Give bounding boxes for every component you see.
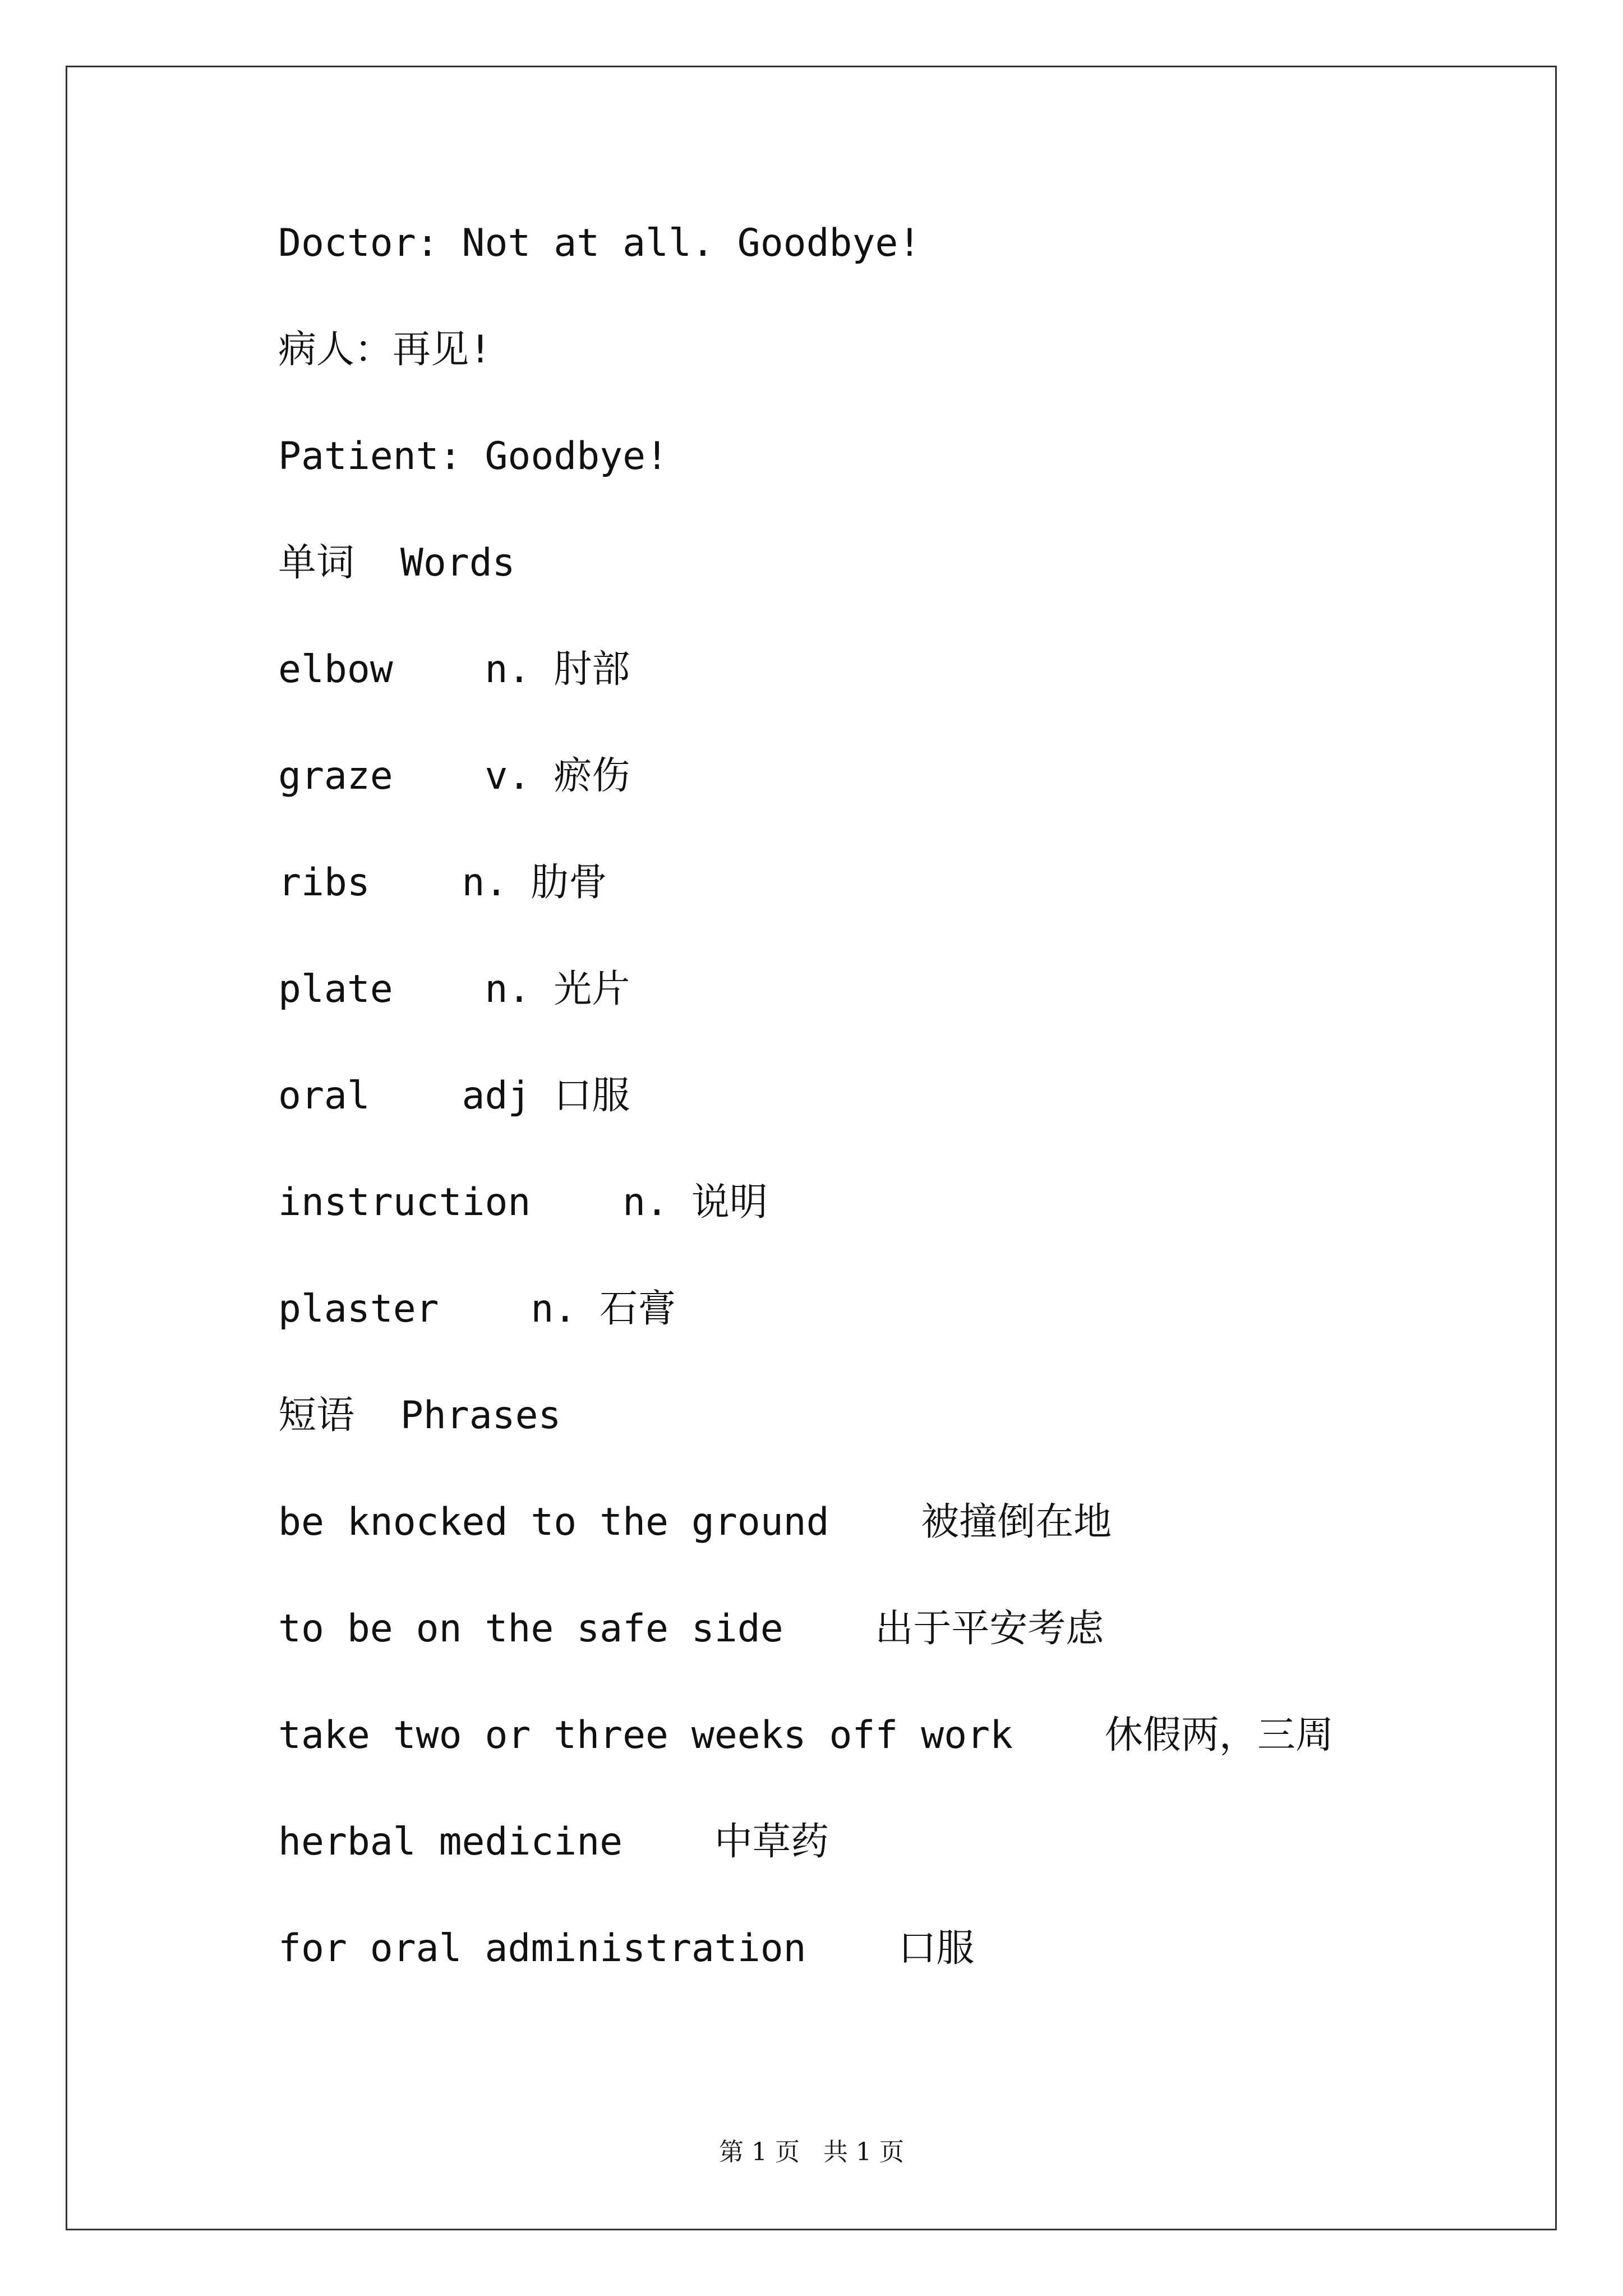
vocab-item: plaster n. 石膏 bbox=[278, 1287, 676, 1331]
section-heading-words: 单词 Words bbox=[278, 541, 515, 585]
dialogue-line-doctor: Doctor: Not at all. Goodbye! bbox=[278, 221, 921, 265]
phrase-item: herbal medicine 中草药 bbox=[278, 1820, 829, 1864]
vocab-item: ribs n. 肋骨 bbox=[278, 861, 607, 905]
phrase-item: take two or three weeks off work 休假两，三周 bbox=[278, 1713, 1334, 1757]
vocab-item: elbow n. 肘部 bbox=[278, 647, 630, 692]
page-frame bbox=[66, 66, 1557, 2230]
phrase-item: to be on the safe side 出于平安考虑 bbox=[278, 1607, 1104, 1651]
vocab-item: graze v. 瘀伤 bbox=[278, 754, 630, 798]
phrase-item: for oral administration 口服 bbox=[278, 1926, 975, 1971]
vocab-item: instruction n. 说明 bbox=[278, 1180, 768, 1225]
dialogue-line-patient: Patient: Goodbye! bbox=[278, 434, 668, 478]
phrase-item: be knocked to the ground 被撞倒在地 bbox=[278, 1500, 1112, 1544]
dialogue-line-patient-cn: 病人：再见! bbox=[278, 328, 492, 372]
vocab-item: plate n. 光片 bbox=[278, 967, 630, 1011]
vocab-item: oral adj 口服 bbox=[278, 1074, 630, 1118]
page-number-footer: 第 1 页 共 1 页 bbox=[719, 2138, 904, 2166]
section-heading-phrases: 短语 Phrases bbox=[278, 1393, 561, 1438]
